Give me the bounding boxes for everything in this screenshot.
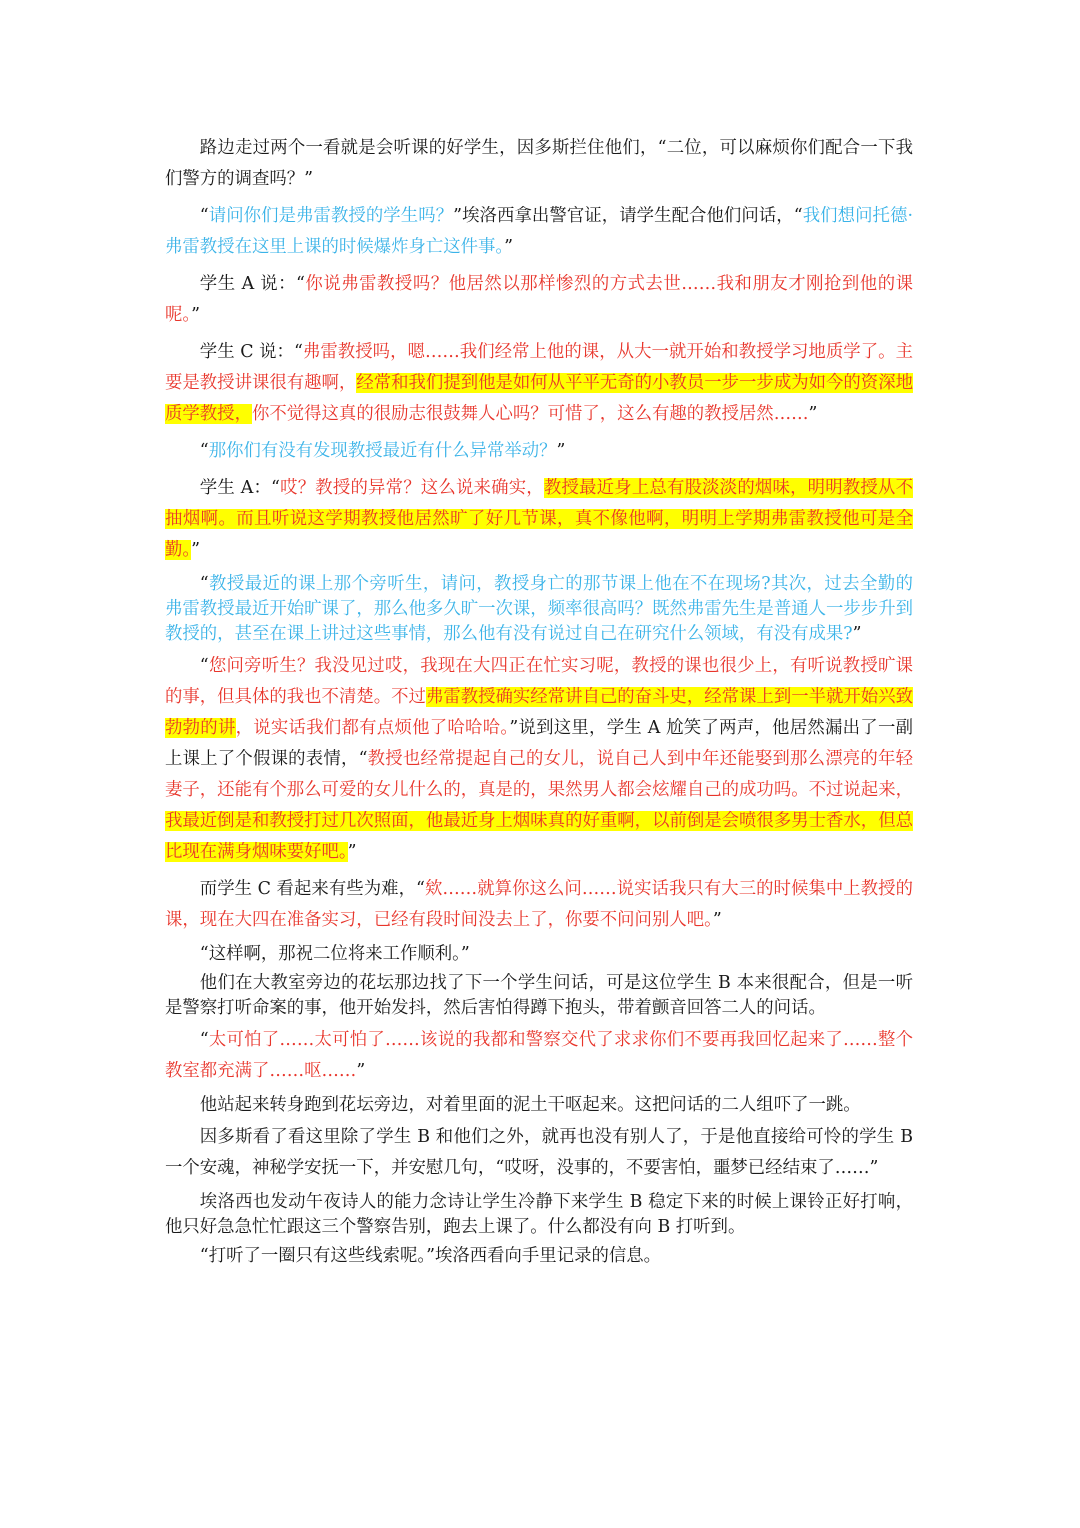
text-run: 他们在大教室旁边的花坛那边找了下一个学生问话，可是这位学生 B 本来很配合，但是一听是警察打听命案的事，他开始发抖，然后害怕得蹲下抱头，带着颤音回答二人的问话。 bbox=[165, 973, 913, 1018]
highlighted-text: 我最近倒是和教授打过几次照面，他最近身上烟味真的好重啊，以前倒是会喷很多男士香水，但总比现在满身烟味要好吧。 bbox=[165, 811, 913, 862]
paragraph bbox=[165, 942, 913, 967]
highlighted-text: 教授最近身上总有股淡淡的烟味，明明教授从不抽烟啊。而且听说这学期教授他居然旷了好几节课，真不像他啊，明明上学期弗雷教授他可是全勤。 bbox=[165, 478, 913, 560]
text-run: ” bbox=[808, 404, 818, 424]
text-run: 你说弗雷教授吗？他居然以那样惨烈的方式去世……我和朋友才刚抢到他的课呢。 bbox=[165, 274, 913, 325]
text-run: 您问旁听生？我没见过哎，我现在大四正在忙实习呢，教授的课也很少上，有听说教授旷课的事，但具体的我也不清楚。不过 bbox=[165, 656, 913, 707]
paragraph bbox=[165, 473, 913, 566]
paragraph bbox=[165, 269, 913, 331]
text-run: “ bbox=[199, 574, 209, 594]
text-run: 太可怕了……太可怕了……该说的我都和警察交代了求求你们不要再我回忆起来了……整个教室都充满了……呕…… bbox=[165, 1030, 913, 1081]
text-run: 我们想问托德·弗雷教授在这里上课的时候爆炸身亡这件事。 bbox=[165, 206, 913, 257]
text-run: ” bbox=[504, 237, 514, 257]
text-run: 你不觉得这真的很励志很鼓舞人心吗？可惜了，这么有趣的教授居然…… bbox=[251, 404, 809, 424]
paragraph bbox=[165, 1025, 913, 1087]
text-run: 埃洛西也发动午夜诗人的能力念诗让学生冷静下来学生 B 稳定下来的时候上课铃正好打响，他只好急急忙忙跟这三个警察告别，跑去上课了。什么都没有向 B 打听到。 bbox=[165, 1192, 913, 1237]
paragraph bbox=[165, 874, 913, 936]
text-run: 路边走过两个一看就是会听课的好学生，因多斯拦住他们，“二位，可以麻烦你们配合一下我们警方的调查吗？” bbox=[165, 138, 913, 189]
paragraph bbox=[165, 133, 913, 195]
text-run: “ bbox=[199, 1030, 209, 1050]
paragraph bbox=[165, 1190, 913, 1240]
paragraph bbox=[165, 337, 913, 430]
text-run: 因多斯看了看这里除了学生 B 和他们之外，就再也没有别人了，于是他直接给可怜的学生 B 一个安魂，神秘学安抚一下，并安慰几句，“哎呀，没事的，不要害怕，噩梦已经结束了……” bbox=[165, 1127, 913, 1178]
text-run: “ bbox=[199, 206, 209, 226]
paragraph bbox=[165, 971, 913, 1021]
text-run: ” bbox=[191, 540, 200, 560]
paragraph bbox=[165, 1122, 913, 1184]
text-run: 请问你们是弗雷教授的学生吗？ bbox=[208, 206, 454, 226]
paragraph bbox=[165, 1244, 913, 1269]
paragraph bbox=[165, 651, 913, 868]
text-run: ”埃洛西拿出警官证，请学生配合他们问话，“ bbox=[453, 206, 803, 226]
text-run: 哎？教授的异常？这么说来确实， bbox=[279, 478, 544, 498]
text-run: ” bbox=[356, 1061, 366, 1081]
document-page bbox=[165, 133, 913, 1273]
text-run: 学生 C 说：“ bbox=[199, 342, 303, 362]
text-run: ” bbox=[191, 305, 200, 325]
text-run: “ bbox=[199, 656, 209, 676]
text-run: 学生 A：“ bbox=[199, 478, 280, 498]
paragraph bbox=[165, 436, 913, 467]
text-run: “打听了一圈只有这些线索呢。”埃洛西看向手里记录的信息。 bbox=[199, 1246, 662, 1266]
text-run: 教授最近的课上那个旁听生，请问，教授身亡的那节课上他在不在现场?其次，过去全勤的弗雷教授最近开始旷课了，那么他多久旷一次课，频率很高吗？既然弗雷先生是普通人一步步升到教授的，甚至在课上讲过这些事情，那么他有没有说过自己在研究什么领域，有没有成果? bbox=[165, 574, 913, 644]
text-run: ” bbox=[556, 441, 566, 461]
text-run: ” bbox=[852, 624, 862, 644]
paragraph bbox=[165, 1093, 913, 1118]
text-run: ” bbox=[347, 842, 357, 862]
text-run: 教授也经常提起自己的女儿，说自己人到中年还能娶到那么漂亮的年轻妻子，还能有个那么可爱的女儿什么的，真是的，果然男人都会炫耀自己的成功吗。不过说起来， bbox=[165, 749, 913, 800]
text-run: 而学生 C 看起来有些为难，“ bbox=[199, 879, 425, 899]
text-run: “ bbox=[199, 441, 209, 461]
highlighted-text: 经常和我们提到他是如何从平平无奇的小教员一步一步成为如今的资深地质学教授， bbox=[165, 373, 913, 424]
text-run: 那你们有没有发现教授最近有什么异常举动？ bbox=[208, 441, 557, 461]
text-run: “这样啊，那祝二位将来工作顺利。” bbox=[199, 944, 470, 964]
text-run: 弗雷教授吗，嗯……我们经常上他的课，从大一就开始和教授学习地质学了。主要是教授讲课很有趣啊， bbox=[165, 342, 913, 393]
text-run: ，说实话我们都有点烦他了哈哈哈。 bbox=[235, 718, 510, 738]
text-run: ” bbox=[712, 910, 722, 930]
text-run: 欸……就算你这么问……说实话我只有大三的时候集中上教授的课，现在大四在准备实习，已经有段时间没去上了，你要不问问别人吧。 bbox=[165, 879, 913, 930]
text-run: 学生 A 说：“ bbox=[199, 274, 305, 294]
paragraph bbox=[165, 201, 913, 263]
text-run: 他站起来转身跑到花坛旁边，对着里面的泥土干呕起来。这把问话的二人组吓了一跳。 bbox=[199, 1095, 861, 1115]
highlighted-text: 弗雷教授确实经常讲自己的奋斗史，经常课上到一半就开始兴致勃勃的讲 bbox=[165, 687, 913, 738]
text-run: ”说到这里，学生 A 尬笑了两声，他居然漏出了一副上课上了个假课的表情，“ bbox=[165, 718, 913, 769]
paragraph bbox=[165, 572, 913, 647]
